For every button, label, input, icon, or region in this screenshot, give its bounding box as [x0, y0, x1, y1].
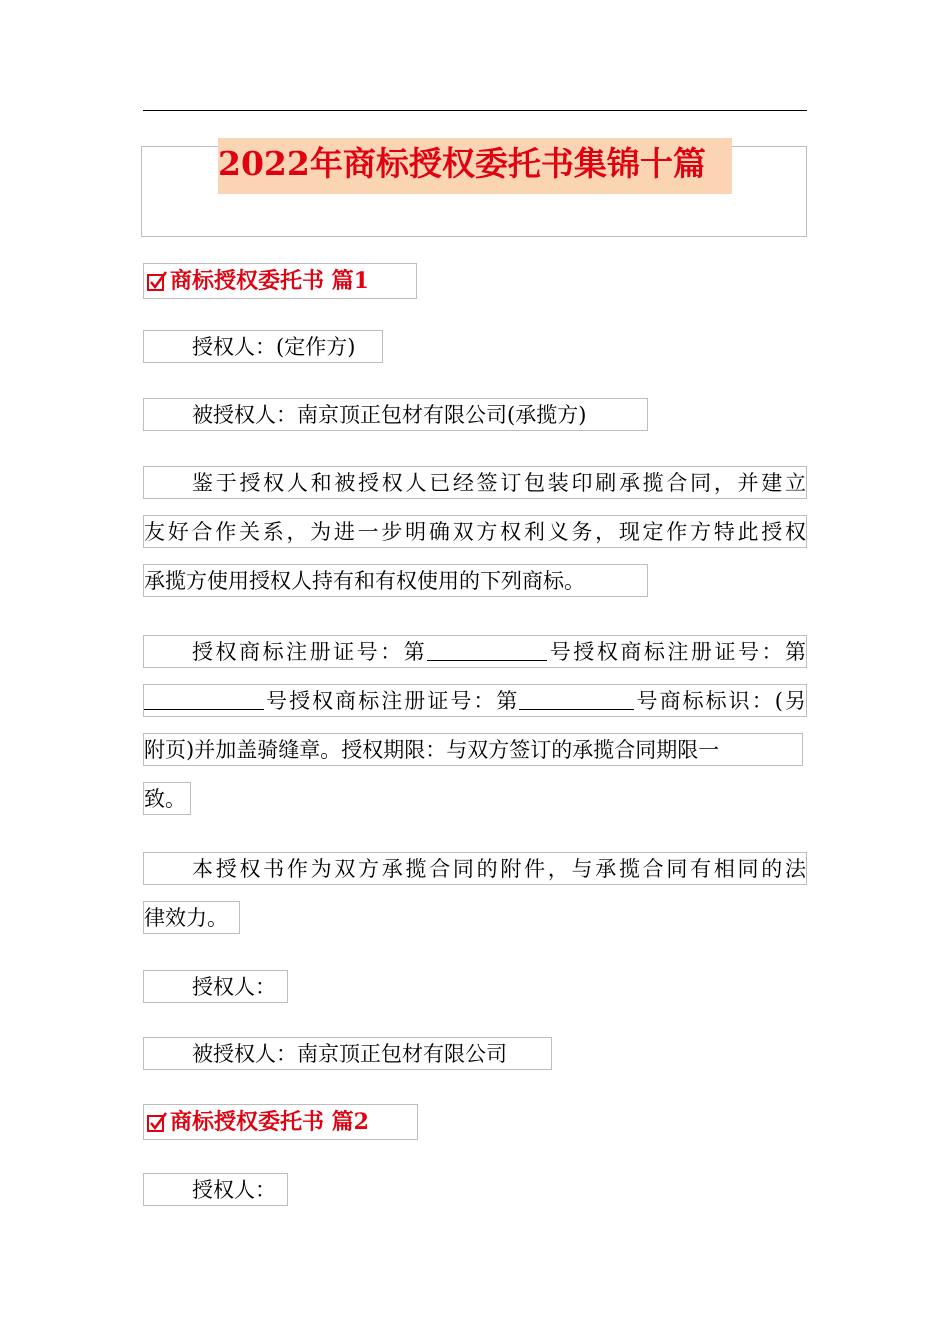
text-line: 本授权书作为双方承揽合同的附件，与承揽合同有相同的法: [143, 852, 807, 885]
text-segment: 号授权商标注册证号：第: [547, 640, 807, 664]
blank-underline: [427, 638, 547, 661]
paragraph-grantee: [143, 398, 648, 447]
blank-underline: [519, 687, 634, 710]
paragraph-registration: [143, 635, 807, 831]
paragraph-grantor: [143, 330, 383, 379]
text-line: 授权人：(定作方): [143, 330, 383, 363]
text-line: 授权人：: [143, 1173, 288, 1206]
section-heading-1: [143, 263, 417, 299]
paragraph-validity: [143, 852, 807, 950]
text-line: 附页)并加盖骑缝章。授权期限：与双方签订的承揽合同期限一: [143, 733, 803, 766]
blank-underline: [144, 687, 264, 710]
text-line: 致。: [143, 782, 191, 815]
text-line: 被授权人：南京顶正包材有限公司: [143, 1037, 552, 1070]
text-line: [143, 684, 807, 717]
text-segment: 号授权商标注册证号：第: [264, 689, 520, 713]
text-segment: 号商标标识：(另: [634, 689, 806, 713]
text-line: 授权人：: [143, 970, 288, 1003]
paragraph-signature-grantee: [143, 1037, 552, 1086]
paragraph-grantor-2: [143, 1173, 288, 1222]
text-line: 律效力。: [143, 901, 240, 934]
section-heading-text: 商标授权委托书 篇1: [170, 268, 369, 294]
checkbox-checked-icon: [146, 1111, 168, 1133]
section-heading-2: [143, 1104, 418, 1140]
text-line: [143, 635, 807, 668]
text-segment: 授权商标注册证号：第: [192, 640, 428, 664]
text-line: 鉴于授权人和被授权人已经签订包装印刷承揽合同，并建立: [143, 466, 807, 499]
section-heading-text: 商标授权委托书 篇2: [170, 1109, 369, 1135]
text-line: 友好合作关系，为进一步明确双方权利义务，现定作方特此授权: [143, 515, 807, 548]
text-line: 承揽方使用授权人持有和有权使用的下列商标。: [143, 564, 648, 597]
text-line: 被授权人：南京顶正包材有限公司(承揽方): [143, 398, 648, 431]
paragraph-signature-grantor: [143, 970, 288, 1019]
header-rule: [143, 110, 807, 111]
document-title: 2022年商标授权委托书集锦十篇: [218, 138, 732, 194]
paragraph-whereas: [143, 466, 807, 613]
checkbox-checked-icon: [146, 270, 168, 292]
